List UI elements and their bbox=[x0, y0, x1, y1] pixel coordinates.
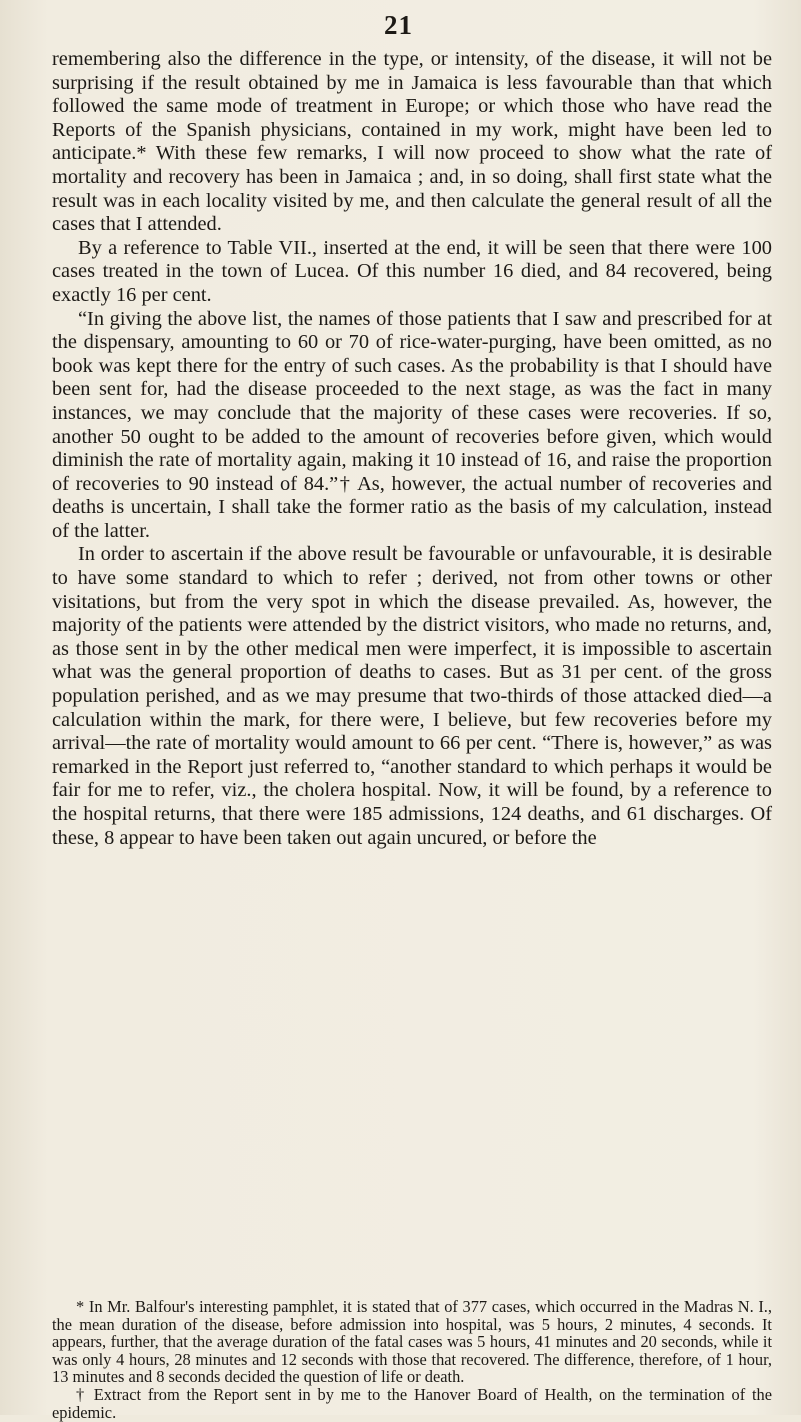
footnotes bbox=[52, 1298, 772, 1421]
paragraph: In order to ascertain if the above result be favourable or unfavourable, it is desirable to have some standard to which to refer ; derived, not from other towns or other visitations, but from the very spot in which the disease prevailed. As, however, the majority of the patients were attended by the district visitors, who made no returns, and, as those sent in by the other medical men were imperfect, it is impossible to ascertain what was the general proportion of deaths to cases. But as 31 per cent. of the gross population perished, and as we may presume that two-thirds of those attacked died—a calculation within the mark, for there were, I believe, but few recoveries before my arrival—the rate of mortality would amount to 66 per cent. “There is, however,” as was remarked in the Report just referred to, “another standard to which perhaps it would be fair for me to refer, viz., the cholera hospital. Now, it will be found, by a reference to the hospital returns, that there were 185 admissions, 124 deaths, and 61 discharges. Of these, 8 appear to have been taken out again uncured, or before the bbox=[52, 543, 772, 849]
paragraph: By a reference to Table VII., inserted at the end, it will be seen that there were 100 cases treated in the town of Lucea. Of this number 16 died, and 84 recovered, being exactly 16 per cent. bbox=[52, 236, 772, 306]
footnote: * In Mr. Balfour's interesting pamphlet, it is stated that of 377 cases, which occurred in the Madras N. I., the mean duration of the disease, before admission into hospital, was 5 hours, 2 minutes, 4 seconds. It appears, further, that the average duration of the fatal cases was 5 hours, 41 minutes and 20 seconds, while it was only 4 hours, 28 minutes and 12 seconds with those that recovered. The difference, therefore, of 1 hour, 13 minutes and 8 seconds decided the question of life or death. bbox=[52, 1297, 772, 1387]
footnote: † Extract from the Report sent in by me to the Hanover Board of Health, on the termination of the epidemic. bbox=[52, 1384, 772, 1422]
body-text bbox=[52, 48, 772, 850]
paragraph: remembering also the difference in the type, or intensity, of the disease, it will not be surprising if the result obtained by me in Jamaica is less favourable than that which followed the same mode of treatment in Europe; or which those who have read the Reports of the Spanish physicians, contained in my work, might have been led to anticipate.* With these few remarks, I will now proceed to show what the rate of mortality and recovery has been in Jamaica ; and, in so doing, shall first state what the result was in each locality visited by me, and then calculate the general result of all the cases that I attended. bbox=[52, 48, 772, 236]
page-number: 21 bbox=[384, 10, 413, 40]
paragraph: “In giving the above list, the names of those patients that I saw and prescribed for at the dispensary, amounting to 60 or 70 of rice-water-purging, have been omitted, as no book was kept there for the entry of such cases. As the probability is that I should have been sent for, had the disease proceeded to the next stage, as was the fact in many instances, we may conclude that the majority of these cases were recoveries. If so, another 50 ought to be added to the amount of recoveries before given, which would diminish the rate of mortality again, making it 10 instead of 16, and raise the proportion of recoveries to 90 instead of 84.”† As, however, the actual number of recoveries and deaths is uncertain, I shall take the former ratio as the basis of my calculation, instead of the latter. bbox=[52, 307, 772, 542]
